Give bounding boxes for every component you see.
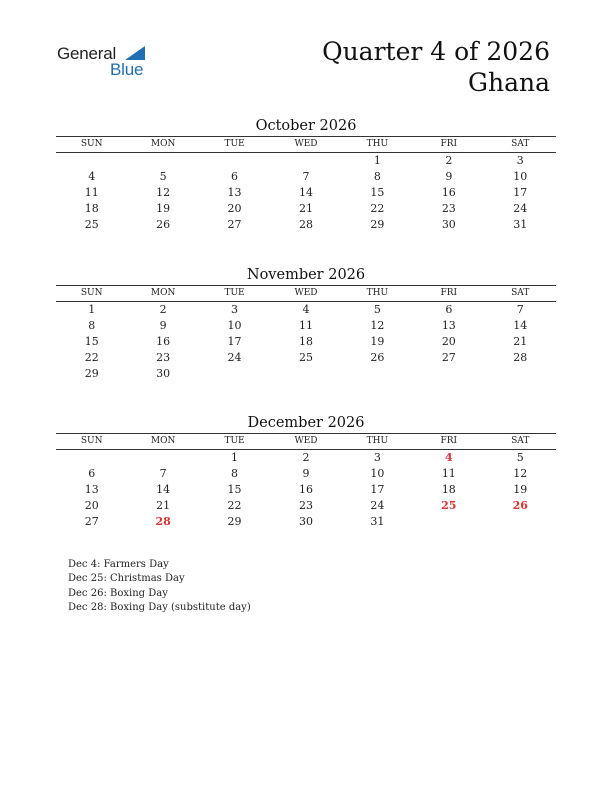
day-cell: 4 — [88, 170, 96, 183]
day-cell: 12 — [370, 319, 385, 332]
day-cell: 22 — [370, 202, 385, 215]
day-cell: 3 — [231, 303, 239, 316]
day-cell: 18 — [298, 335, 313, 348]
day-cell: 22 — [227, 499, 242, 512]
weekday-label: WED — [294, 139, 318, 149]
day-cell: 5 — [516, 451, 524, 464]
day-cell: 6 — [445, 303, 453, 316]
day-cell: 17 — [370, 483, 385, 496]
day-cell: 26 — [370, 351, 385, 364]
day-cell: 17 — [513, 186, 528, 199]
day-cell: 2 — [445, 154, 453, 167]
weekday-header — [56, 136, 556, 153]
day-cell: 9 — [302, 467, 310, 480]
day-cell: 6 — [231, 170, 239, 183]
day-cell: 28 — [298, 218, 313, 231]
day-cell: 1 — [231, 451, 239, 464]
day-cell: 25 — [441, 499, 457, 512]
day-cell: 9 — [445, 170, 453, 183]
day-cell: 29 — [370, 218, 385, 231]
day-cell — [485, 514, 556, 530]
weekday-label: THU — [366, 288, 389, 298]
day-cell: 13 — [227, 186, 242, 199]
day-cell: 7 — [302, 170, 310, 183]
calendar-november — [56, 265, 556, 382]
weekday-label: SUN — [80, 288, 103, 298]
day-cell: 1 — [373, 154, 381, 167]
day-cell: 15 — [370, 186, 385, 199]
day-cell: 20 — [227, 202, 242, 215]
month-title: October 2026 — [255, 118, 357, 134]
day-cell: 13 — [441, 319, 456, 332]
day-cell — [342, 366, 413, 382]
day-cell: 31 — [370, 515, 385, 528]
day-cell: 30 — [156, 367, 171, 380]
holiday-notes — [68, 558, 251, 615]
day-cell: 21 — [298, 202, 313, 215]
title-quarter: Quarter 4 of 2026 — [322, 37, 550, 66]
day-cell: 8 — [231, 467, 239, 480]
day-cell: 16 — [156, 335, 171, 348]
day-cell — [127, 450, 198, 466]
day-cell: 31 — [513, 218, 528, 231]
day-cell: 14 — [513, 319, 528, 332]
day-cell: 5 — [159, 170, 167, 183]
day-cell — [56, 450, 127, 466]
day-cell: 20 — [84, 499, 99, 512]
day-cell: 10 — [370, 467, 385, 480]
weekday-label: SAT — [511, 139, 530, 149]
day-cell: 4 — [302, 303, 310, 316]
day-cell: 5 — [373, 303, 381, 316]
day-cell: 12 — [156, 186, 171, 199]
day-cell: 19 — [156, 202, 171, 215]
day-cell: 29 — [84, 367, 99, 380]
day-cell — [199, 366, 270, 382]
day-cell: 30 — [441, 218, 456, 231]
week-row — [56, 482, 556, 498]
weekday-label: SUN — [80, 436, 103, 446]
day-cell: 29 — [227, 515, 242, 528]
week-row — [56, 201, 556, 217]
day-cell: 2 — [302, 451, 310, 464]
day-cell: 16 — [441, 186, 456, 199]
day-cell: 24 — [513, 202, 528, 215]
week-row — [56, 169, 556, 185]
day-cell — [199, 153, 270, 169]
day-cell: 23 — [441, 202, 456, 215]
day-cell: 27 — [84, 515, 99, 528]
weekday-label: MON — [150, 139, 176, 149]
weekday-label: SUN — [80, 139, 103, 149]
day-cell — [127, 153, 198, 169]
week-row — [56, 350, 556, 366]
day-cell: 24 — [227, 351, 242, 364]
week-row — [56, 498, 556, 514]
day-cell: 26 — [512, 499, 528, 512]
weekday-label: FRI — [440, 288, 458, 298]
day-cell: 18 — [84, 202, 99, 215]
day-cell: 10 — [513, 170, 528, 183]
day-cell: 11 — [441, 467, 456, 480]
weekday-label: FRI — [440, 436, 458, 446]
day-cell: 27 — [227, 218, 242, 231]
day-cell — [413, 514, 484, 530]
weekday-label: MON — [150, 288, 176, 298]
weekday-label: SAT — [511, 288, 530, 298]
day-cell: 26 — [156, 218, 171, 231]
day-cell: 30 — [298, 515, 313, 528]
day-cell: 6 — [88, 467, 96, 480]
day-cell: 16 — [298, 483, 313, 496]
week-row — [56, 334, 556, 350]
day-cell: 11 — [298, 319, 313, 332]
week-row — [56, 514, 556, 530]
day-cell: 14 — [156, 483, 171, 496]
week-row — [56, 185, 556, 201]
week-row — [56, 217, 556, 233]
weekday-label: TUE — [224, 288, 245, 298]
day-cell: 15 — [84, 335, 99, 348]
day-cell: 28 — [513, 351, 528, 364]
day-cell — [485, 366, 556, 382]
day-cell: 18 — [441, 483, 456, 496]
day-cell: 2 — [159, 303, 167, 316]
calendar-december — [56, 413, 556, 530]
day-cell: 23 — [298, 499, 313, 512]
day-cell: 8 — [373, 170, 381, 183]
title-country: Ghana — [468, 68, 550, 97]
logo-text-blue: Blue — [110, 60, 144, 79]
weekday-label: MON — [150, 436, 176, 446]
day-cell: 23 — [156, 351, 171, 364]
week-row — [56, 153, 556, 169]
day-cell: 7 — [159, 467, 167, 480]
weekday-label: WED — [294, 436, 318, 446]
weekday-label: WED — [294, 288, 318, 298]
weekday-label: THU — [366, 139, 389, 149]
week-row — [56, 366, 556, 382]
day-cell: 19 — [370, 335, 385, 348]
week-row — [56, 318, 556, 334]
day-cell: 25 — [84, 218, 99, 231]
holiday-note: Dec 28: Boxing Day (substitute day) — [68, 601, 251, 613]
calendar-october — [56, 116, 556, 233]
day-cell — [270, 366, 341, 382]
weekday-label: TUE — [224, 436, 245, 446]
month-title: November 2026 — [246, 267, 366, 283]
day-cell — [413, 366, 484, 382]
day-cell: 21 — [513, 335, 528, 348]
day-cell: 27 — [441, 351, 456, 364]
day-cell: 21 — [156, 499, 171, 512]
day-cell: 3 — [373, 451, 381, 464]
day-cell: 3 — [516, 154, 524, 167]
weekday-label: SAT — [511, 436, 530, 446]
weekday-header — [56, 433, 556, 450]
weekday-label: TUE — [224, 139, 245, 149]
month-title: December 2026 — [247, 415, 365, 431]
logo-triangle-icon — [125, 46, 145, 60]
page-title — [322, 36, 550, 98]
weekday-label: THU — [366, 436, 389, 446]
day-cell: 4 — [444, 451, 453, 464]
generalblue-logo — [57, 44, 157, 84]
day-cell: 25 — [298, 351, 313, 364]
day-cell: 17 — [227, 335, 242, 348]
day-cell: 9 — [159, 319, 167, 332]
weekday-header — [56, 285, 556, 302]
day-cell: 1 — [88, 303, 96, 316]
day-cell: 7 — [516, 303, 524, 316]
week-row — [56, 302, 556, 318]
weekday-label: FRI — [440, 139, 458, 149]
day-cell: 24 — [370, 499, 385, 512]
day-cell — [56, 153, 127, 169]
day-cell: 20 — [441, 335, 456, 348]
day-cell — [270, 153, 341, 169]
holiday-note: Dec 4: Farmers Day — [68, 559, 169, 570]
day-cell: 19 — [513, 483, 528, 496]
day-cell: 14 — [298, 186, 313, 199]
week-row — [56, 466, 556, 482]
week-row — [56, 450, 556, 466]
day-cell: 22 — [84, 351, 99, 364]
day-cell: 13 — [84, 483, 99, 496]
day-cell: 28 — [155, 515, 171, 528]
day-cell: 15 — [227, 483, 242, 496]
day-cell: 10 — [227, 319, 242, 332]
logo-text-general: General — [57, 44, 117, 63]
day-cell: 11 — [84, 186, 99, 199]
holiday-note: Dec 25: Christmas Day — [68, 573, 185, 585]
day-cell: 12 — [513, 467, 528, 480]
day-cell: 8 — [88, 319, 96, 332]
holiday-note: Dec 26: Boxing Day — [68, 587, 168, 599]
